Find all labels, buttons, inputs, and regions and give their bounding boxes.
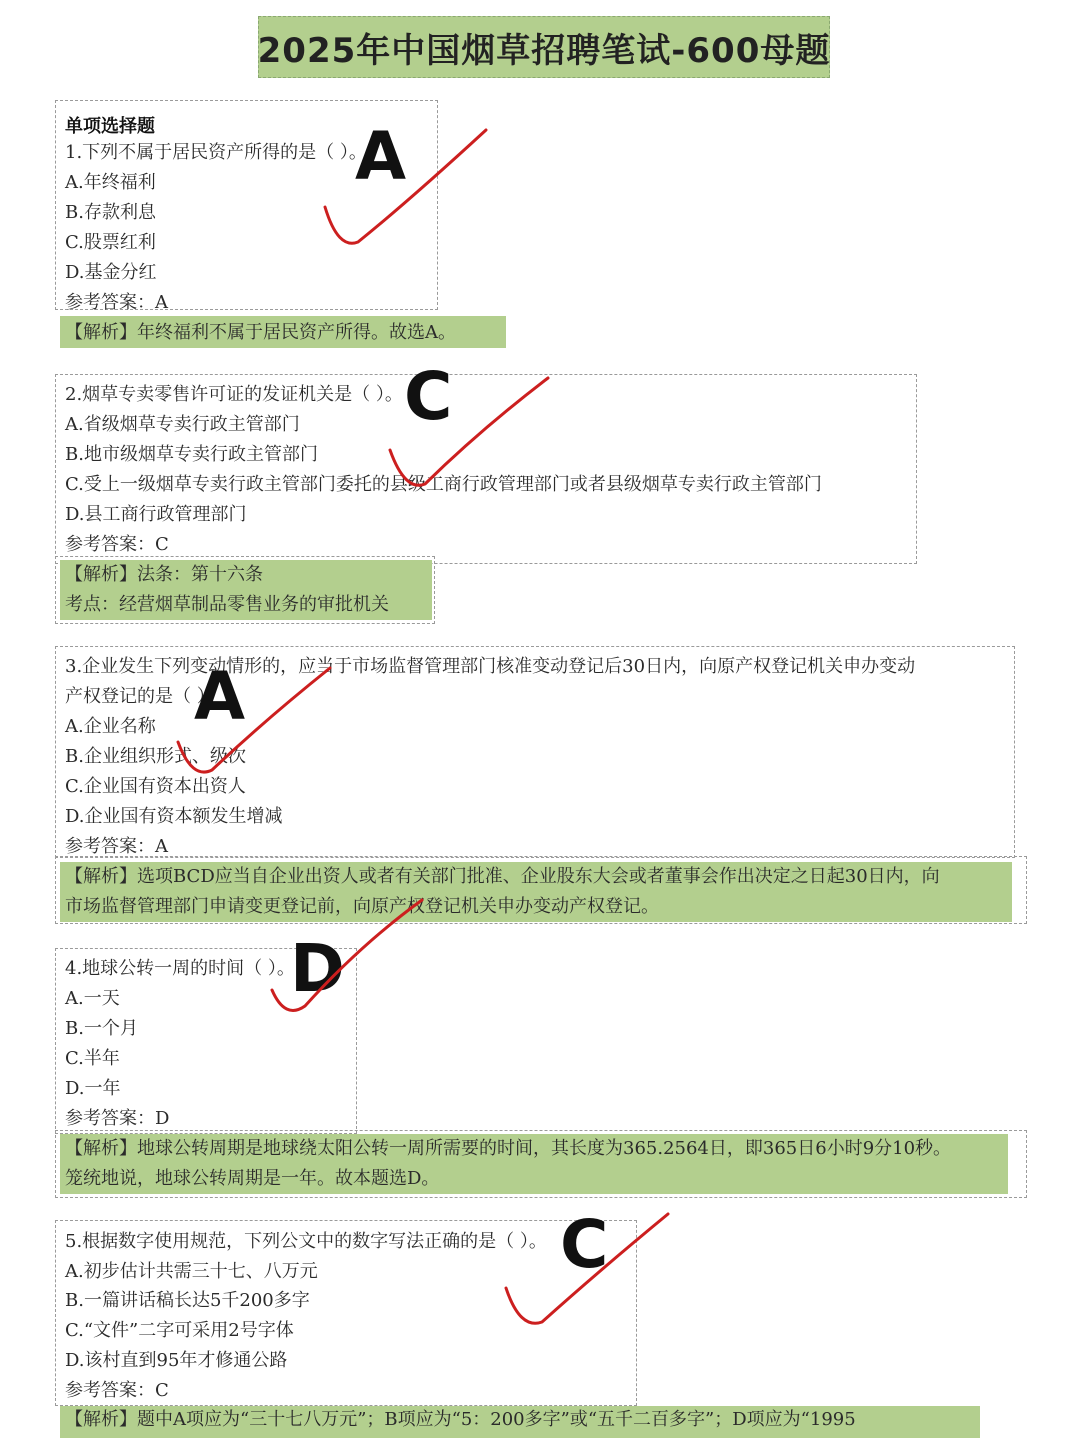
section-heading: 单项选择题 (65, 116, 155, 137)
question-4-option-b: B.一个月 (65, 1018, 138, 1039)
question-4-option-c: C.半年 (65, 1048, 120, 1069)
question-5-option-a: A.初步估计共需三十七、八万元 (65, 1261, 318, 1282)
question-5-option-d: D.该村直到95年才修通公路 (65, 1350, 288, 1371)
question-4-analysis-line-2: 笼统地说，地球公转周期是一年。故本题选D。 (65, 1168, 440, 1189)
question-4-option-a: A.一天 (65, 988, 120, 1009)
question-3-stem-line-2: 产权登记的是（ ）。 (65, 686, 224, 707)
handwritten-answer-2: C (404, 358, 453, 435)
question-4-analysis-line-1: 【解析】地球公转周期是地球绕太阳公转一周所需要的时间，其长度为365.2564日，即365日6小时9分10秒。 (65, 1138, 952, 1159)
question-1-stem: 1.下列不属于居民资产所得的是（ ）。 (65, 142, 367, 163)
question-2-option-a: A.省级烟草专卖行政主管部门 (65, 414, 300, 435)
question-3-option-d: D.企业国有资本额发生增减 (65, 806, 283, 827)
handwritten-answer-4: D (290, 930, 345, 1007)
question-1-option-d: D.基金分红 (65, 262, 157, 283)
question-3-stem-line-1: 3.企业发生下列变动情形的，应当于市场监督管理部门核准变动登记后30日内，向原产权登记机关申办变动 (65, 656, 916, 677)
question-4-answer: 参考答案：D (65, 1108, 170, 1129)
question-2-option-d: D.县工商行政管理部门 (65, 504, 247, 525)
page-title: 2025年中国烟草招聘笔试-600母题 (257, 30, 831, 71)
question-2-option-b: B.地市级烟草专卖行政主管部门 (65, 444, 318, 465)
question-4-stem: 4.地球公转一周的时间（ ）。 (65, 958, 295, 979)
question-2-analysis-line-1: 【解析】法条：第十六条 (65, 564, 263, 585)
question-2-option-c: C.受上一级烟草专卖行政主管部门委托的县级工商行政管理部门或者县级烟草专卖行政主管部门 (65, 474, 822, 495)
question-1-option-c: C.股票红利 (65, 232, 156, 253)
question-4-option-d: D.一年 (65, 1078, 121, 1099)
question-5-stem: 5.根据数字使用规范，下列公文中的数字写法正确的是（ ）。 (65, 1231, 547, 1252)
question-3-answer: 参考答案：A (65, 836, 168, 857)
question-3-analysis-line-2: 市场监督管理部门申请变更登记前，向原产权登记机关申办变动产权登记。 (65, 896, 659, 917)
question-1-option-a: A.年终福利 (65, 172, 156, 193)
question-1-answer: 参考答案：A (65, 292, 168, 313)
question-3-option-a: A.企业名称 (65, 716, 156, 737)
question-2-stem: 2.烟草专卖零售许可证的发证机关是（ ）。 (65, 384, 403, 405)
question-5-option-b: B.一篇讲话稿长达5千200多字 (65, 1290, 310, 1311)
title-banner (258, 16, 830, 78)
check-mark-icon (0, 0, 1, 1)
question-2-answer: 参考答案：C (65, 534, 169, 555)
question-3-analysis-line-1: 【解析】选项BCD应当自企业出资人或者有关部门批准、企业股东大会或者董事会作出决定之日起30日内，向 (65, 866, 940, 887)
question-1-analysis: 【解析】年终福利不属于居民资产所得。故选A。 (65, 322, 456, 343)
handwritten-answer-3: A (194, 658, 246, 735)
question-5-analysis: 【解析】题中A项应为“三十七八万元”；B项应为“5：200多字”或“五千二百多字”；D项应为“1995 (65, 1409, 856, 1430)
question-3-option-c: C.企业国有资本出资人 (65, 776, 246, 797)
handwritten-answer-5: C (560, 1206, 609, 1283)
question-5-option-c: C.“文件”二字可采用2号字体 (65, 1320, 294, 1341)
question-2-analysis-line-2: 考点：经营烟草制品零售业务的审批机关 (65, 594, 389, 615)
question-1-option-b: B.存款利息 (65, 202, 156, 223)
question-3-option-b: B.企业组织形式、级次 (65, 746, 246, 767)
handwritten-answer-1: A (355, 118, 407, 195)
question-5-answer: 参考答案：C (65, 1380, 169, 1401)
